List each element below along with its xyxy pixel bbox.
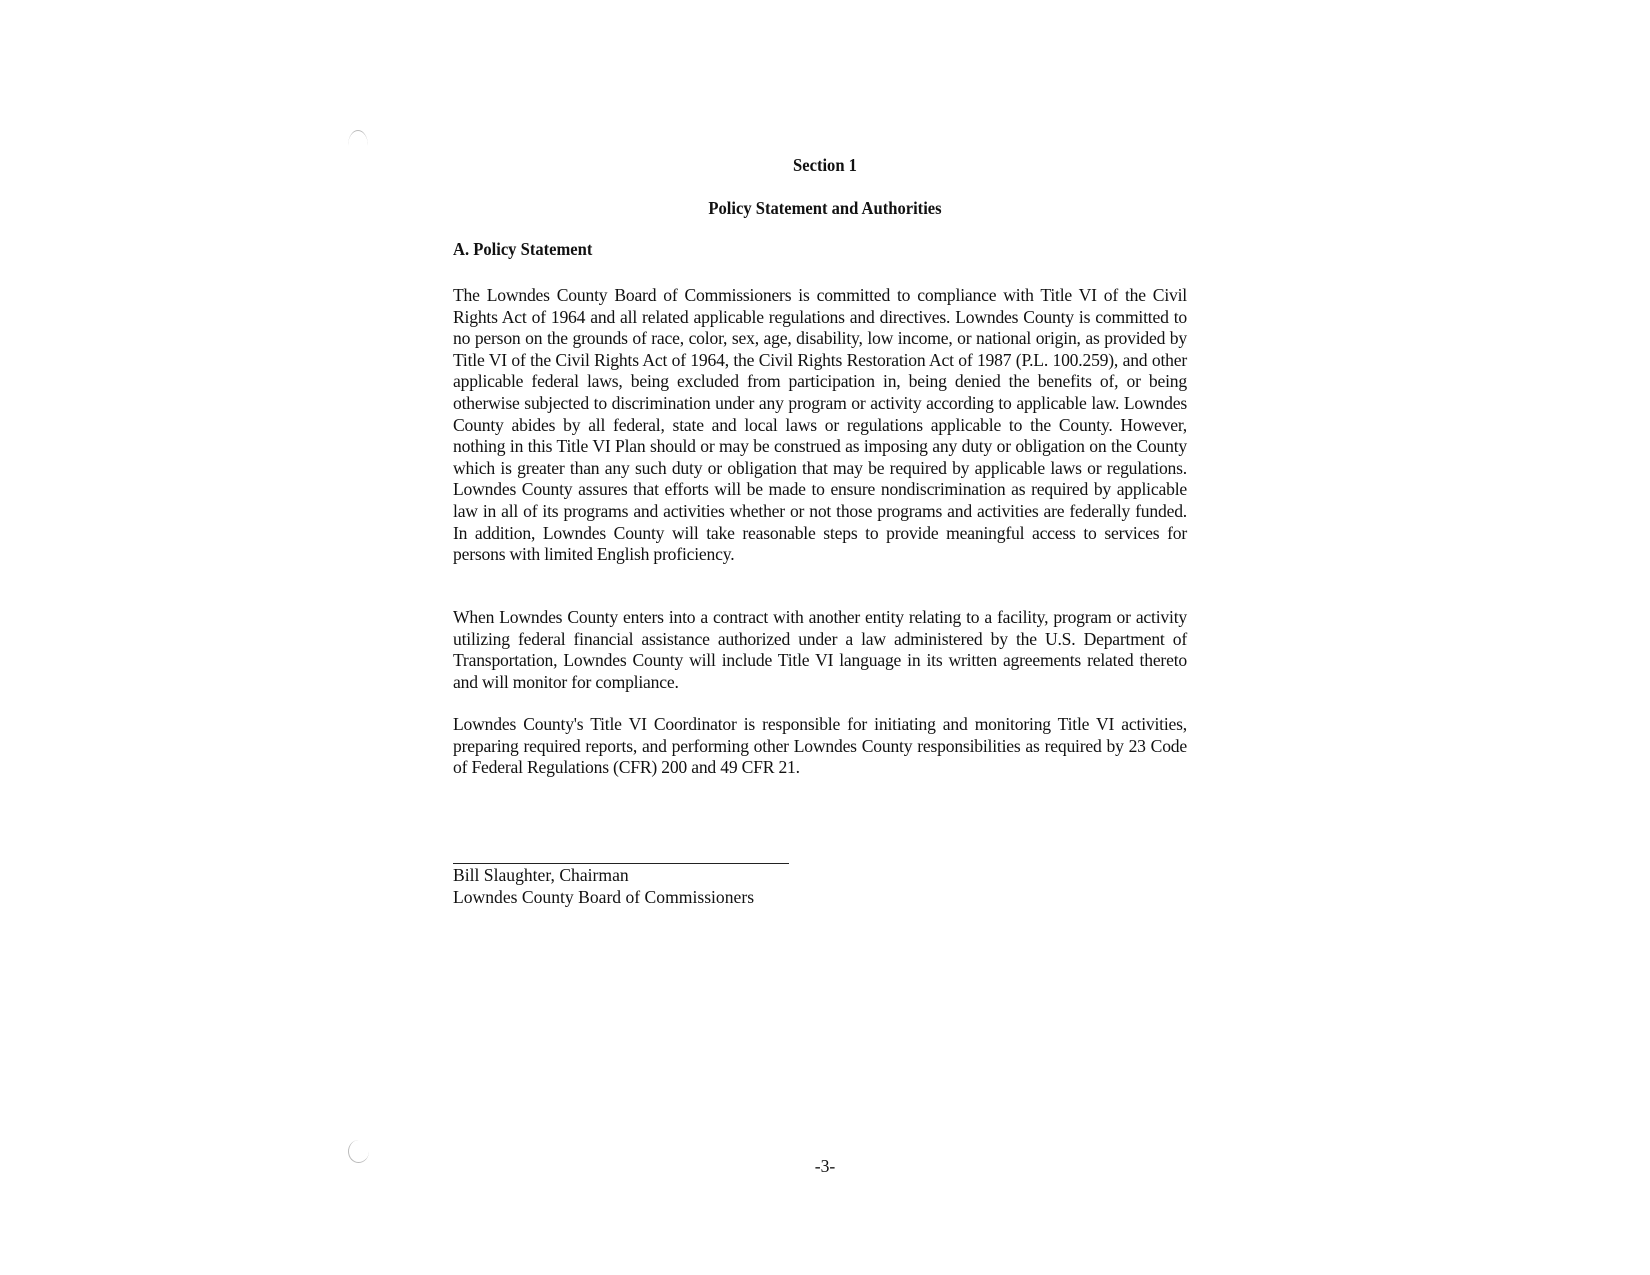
signature-line bbox=[453, 863, 789, 864]
paragraph-coordinator: Lowndes County's Title VI Coordinator is responsible for initiating and monitoring Title VI activities, preparing required reports, and performing other Lowndes County responsibilities as required by 23 Code of Federal Regulations (CFR) 200 and 49 CFR 21. bbox=[453, 714, 1187, 778]
paragraph-contracts: When Lowndes County enters into a contract with another entity relating to a facility, program or activity utilizing federal financial assistance authorized under a law administered by the U.S. Department of Transportation, Lowndes County will include Title VI language in its written agreements related thereto and will monitor for compliance. bbox=[453, 607, 1187, 692]
signatory-name: Bill Slaughter, Chairman bbox=[453, 865, 629, 885]
signatory-organization: Lowndes County Board of Commissioners bbox=[453, 887, 755, 907]
paragraph-policy: The Lowndes County Board of Commissioners is committed to compliance with Title VI of the Civil Rights Act of 1964 and all related applicable regulations and directives. Lowndes County is committed to no person on the grounds of race, color, sex, age, disability, low income, or national origin, as provided by Title VI of the Civil Rights Act of 1964, the Civil Rights Restoration Act of 1987 (P.L. 100.259), and other applicable federal laws, being excluded from participation in, being denied the benefits of, or being otherwise subjected to discrimination under any program or activity according to applicable law. Lowndes County abides by all federal, state and local laws or regulations applicable to the County. However, nothing in this Title VI Plan should or may be construed as imposing any duty or obligation on the County which is greater than any such duty or obligation that may be required by applicable laws or regulations. Lowndes County assures that efforts will be made to ensure nondiscrimination as required by applicable law in all of its programs and activities whether or not those programs and activities are federally funded. In addition, Lowndes County will take reasonable steps to provide meaningful access to services for persons with limited English proficiency. bbox=[453, 285, 1187, 565]
page-number: -3- bbox=[814, 1156, 836, 1176]
page-title: Policy Statement and Authorities bbox=[708, 198, 942, 218]
section-heading: Section 1 bbox=[793, 155, 857, 175]
subheading: A. Policy Statement bbox=[453, 239, 593, 259]
